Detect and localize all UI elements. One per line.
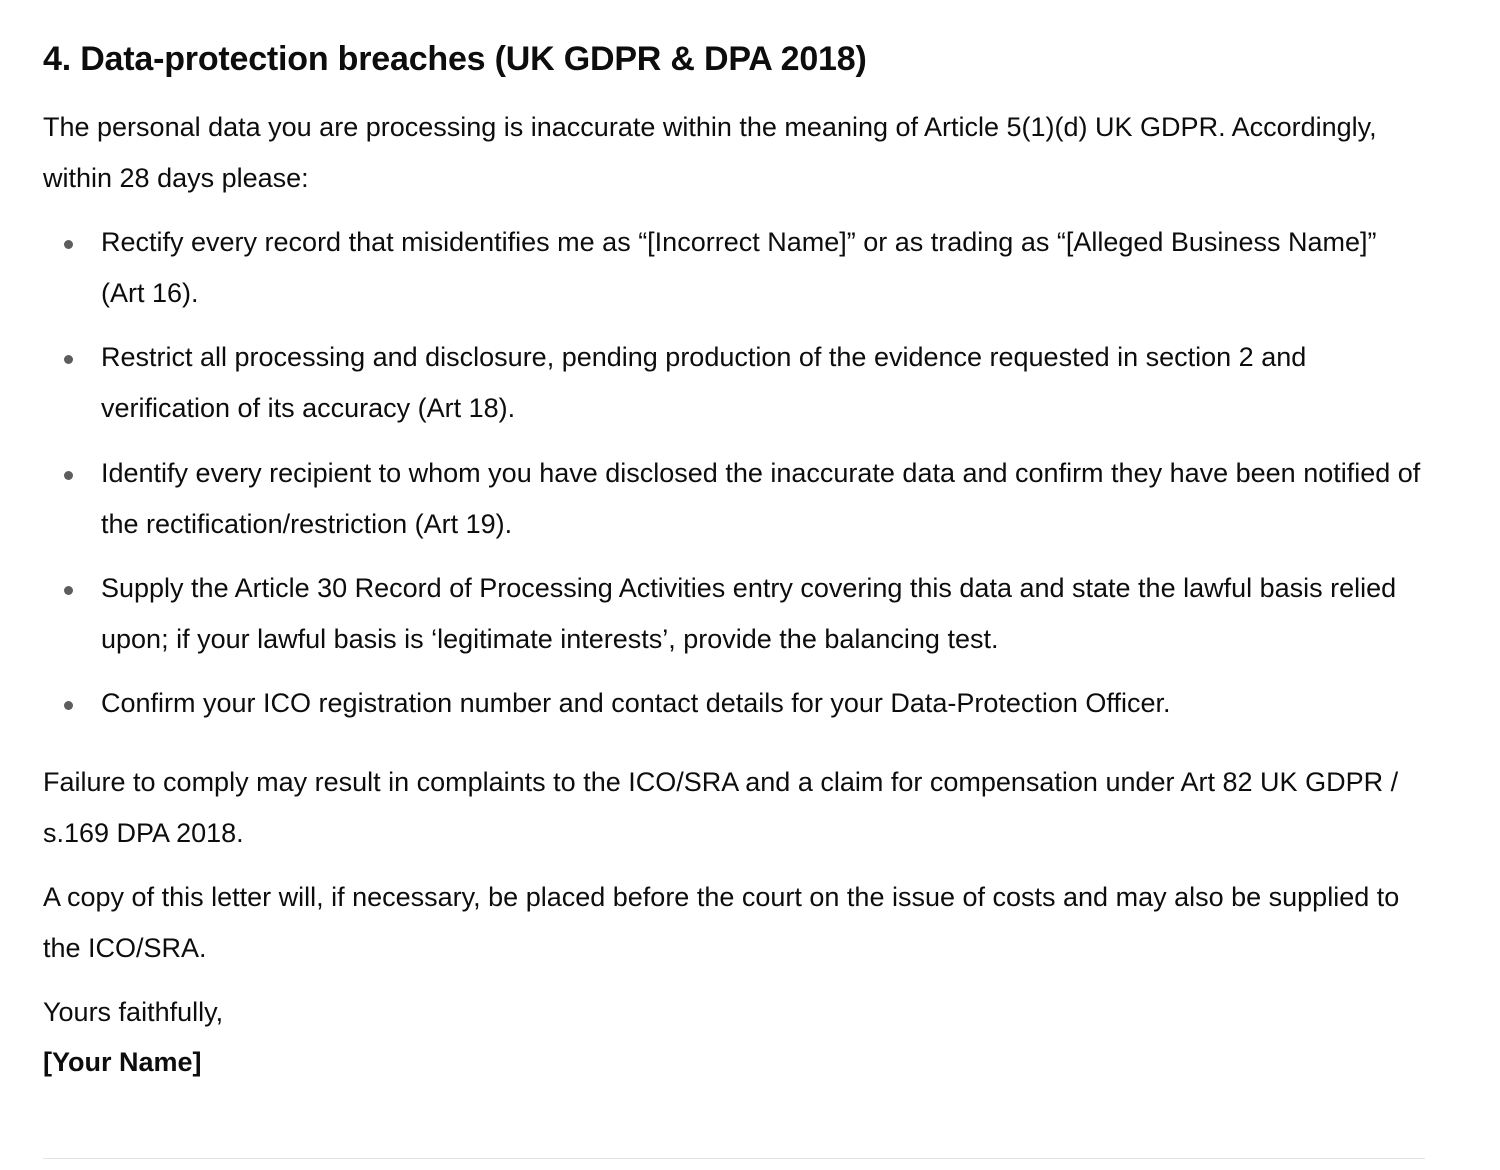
closing-salutation: Yours faithfully, bbox=[43, 997, 224, 1027]
intro-paragraph: The personal data you are processing is inaccurate within the meaning of Article 5(1)(d) UK GDPR. Accordingly, within 28 days please: bbox=[43, 112, 1377, 193]
copy-paragraph: A copy of this letter will, if necessary, be placed before the court on the issue of costs and may also be supplied to the ICO/SRA. bbox=[43, 882, 1400, 963]
section-heading: 4. Data-protection breaches (UK GDPR & DPA 2018) bbox=[43, 40, 867, 78]
failure-paragraph: Failure to comply may result in complaints to the ICO/SRA and a claim for compensation under Art 82 UK GDPR / s.169 DPA 2018. bbox=[43, 767, 1399, 848]
list-item-text: Restrict all processing and disclosure, pending production of the evidence requested in section 2 and verification of its accuracy (Art 18). bbox=[101, 342, 1307, 423]
list-item-text: Rectify every record that misidentifies me as “[Incorrect Name]” or as trading as “[Alleged Business Name]” (Art 16). bbox=[101, 227, 1377, 308]
bullet-icon bbox=[64, 586, 73, 595]
bullet-icon bbox=[64, 355, 73, 364]
signature-name: [Your Name] bbox=[43, 1047, 202, 1077]
bullet-icon bbox=[64, 471, 73, 480]
bullet-icon bbox=[64, 240, 73, 249]
list-item-text: Supply the Article 30 Record of Processing Activities entry covering this data and state the lawful basis relied upon; if your lawful basis is ‘legitimate interests’, provide the balancing test. bbox=[101, 573, 1397, 654]
list-item-text: Confirm your ICO registration number and contact details for your Data-Protection Officer. bbox=[101, 688, 1171, 718]
list-item-text: Identify every recipient to whom you have disclosed the inaccurate data and confirm they have been notified of the rectification/restriction (Art 19). bbox=[101, 458, 1421, 539]
bullet-icon bbox=[64, 701, 73, 710]
section-divider bbox=[43, 1158, 1425, 1159]
